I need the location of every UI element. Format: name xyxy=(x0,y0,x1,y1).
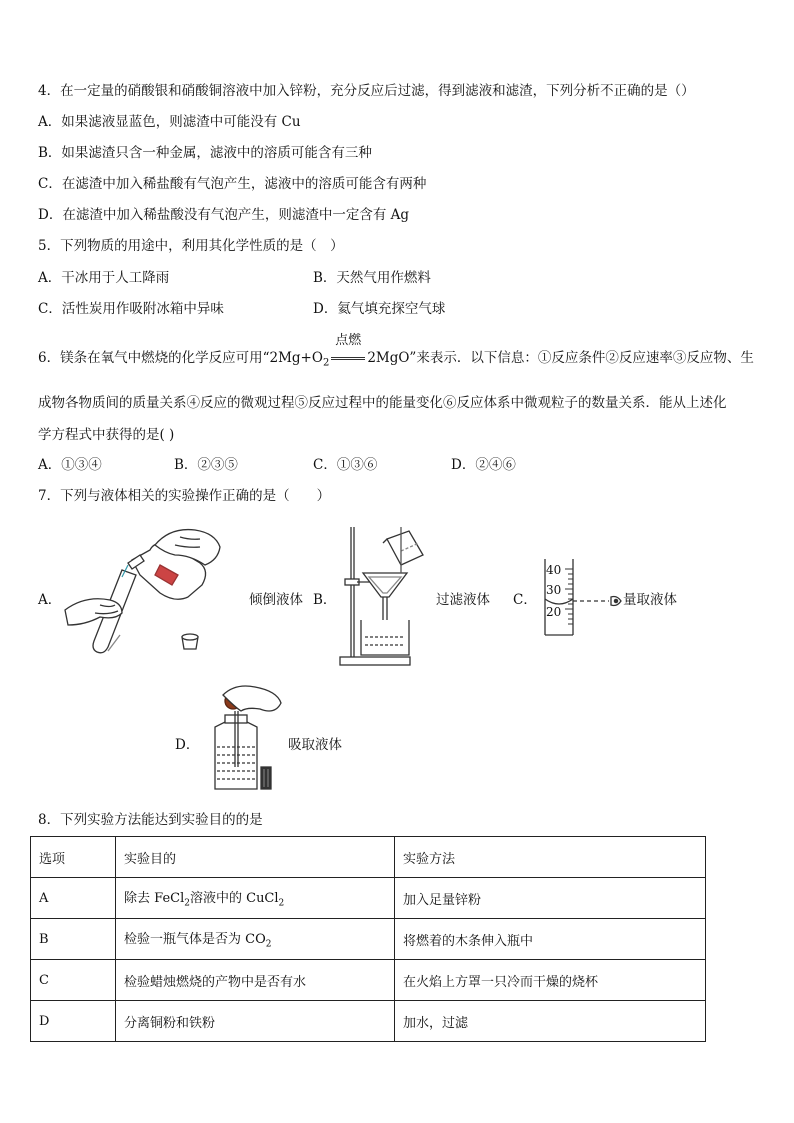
row-option: D xyxy=(31,1001,116,1042)
row-goal: 检验一瓶气体是否为 $CO_2$ xyxy=(116,919,395,960)
q7-option-b-label: 过滤液体 xyxy=(436,592,490,608)
cylinder-tick-40: 40 xyxy=(546,563,562,577)
cylinder-tick-20: 20 xyxy=(546,605,562,619)
q7-option-c-label: 量取液体 xyxy=(623,592,677,608)
q4-option-b: B．如果滤渣只含一种金属，滤液中的溶质可能含有三种 xyxy=(38,145,372,161)
q6-subscript: 2 xyxy=(322,357,330,369)
table-row xyxy=(31,919,706,960)
q6-stem-line2: 成物各物质间的质量关系④反应的微观过程⑤反应过程中的能量变化⑥反应体系中微观粒子的数量关系．能从上述化 xyxy=(38,395,727,411)
pouring-liquid-illustration xyxy=(60,525,230,665)
q7-option-a-letter: A． xyxy=(38,592,62,608)
q6-stem-post: 2MgO”来表示．以下信息：①反应条件②反应速率③反应物、生 xyxy=(367,350,754,366)
q4-option-c: C．在滤渣中加入稀盐酸有气泡产生，滤液中的溶质可能含有两种 xyxy=(38,176,427,192)
q4-option-a: A．如果滤液显蓝色，则滤渣中可能没有 Cu xyxy=(38,114,301,130)
reaction-condition: 点燃 xyxy=(335,333,362,348)
row-option: C xyxy=(31,960,116,1001)
dropper-bottle-illustration xyxy=(205,685,285,793)
q6-stem-line3: 学方程式中获得的是( ) xyxy=(38,427,175,443)
q5-option-b: B．天然气用作燃料 xyxy=(313,270,431,286)
q7-stem: 7．下列与液体相关的实验操作正确的是（ ） xyxy=(38,488,331,504)
q8-stem: 8．下列实验方法能达到实验目的的是 xyxy=(38,812,263,828)
header-method: 实验方法 xyxy=(395,837,706,878)
row-method: 将燃着的木条伸入瓶中 xyxy=(395,919,706,960)
row-method: 加入足量锌粉 xyxy=(395,878,706,919)
header-option: 选项 xyxy=(31,837,116,878)
q7-option-b-letter: B． xyxy=(313,592,337,608)
q7-option-d-letter: D． xyxy=(175,737,200,753)
q7-option-a-label: 倾倒液体 xyxy=(249,592,303,608)
q7-option-d-label: 吸取液体 xyxy=(288,737,342,753)
q4-option-d: D．在滤渣中加入稀盐酸没有气泡产生，则滤渣中一定含有 Ag xyxy=(38,207,410,223)
q4-stem: 4．在一定量的硝酸银和硝酸铜溶液中加入锌粉，充分反应后过滤，得到滤液和滤渣，下列分析不正确的是（） xyxy=(38,83,695,99)
q5-option-c: C．活性炭用作吸附冰箱中异味 xyxy=(38,301,224,317)
filtration-illustration xyxy=(335,525,435,667)
row-goal: 分离铜粉和铁粉 xyxy=(116,1001,395,1042)
q7-option-c-letter: C． xyxy=(513,592,537,608)
row-goal: 除去 FeCl$_2$溶液中的 CuCl$_2$ xyxy=(116,878,395,919)
cylinder-tick-30: 30 xyxy=(546,583,562,597)
q6-option-a: A．①③④ xyxy=(38,457,102,473)
table-row xyxy=(31,878,706,919)
q5-option-a: A．干冰用于人工降雨 xyxy=(38,270,170,286)
row-method: 在火焰上方罩一只冷而干燥的烧杯 xyxy=(395,960,706,1001)
q6-option-b: B．②③⑤ xyxy=(174,457,238,473)
row-option: A xyxy=(31,878,116,919)
q6-option-d: D．②④⑥ xyxy=(451,457,516,473)
table-row xyxy=(31,960,706,1001)
header-goal: 实验目的 xyxy=(116,837,395,878)
q6-stem-pre: 6．镁条在氧气中燃烧的化学反应可用“2Mg+O xyxy=(38,350,323,366)
q5-option-d: D．氦气填充探空气球 xyxy=(313,301,446,317)
reaction-arrow xyxy=(329,333,367,367)
q6-stem-line1 xyxy=(38,333,754,373)
q8-table xyxy=(30,836,706,1042)
row-goal: 检验蜡烛燃烧的产物中是否有水 xyxy=(116,960,395,1001)
table-header-row xyxy=(31,837,706,878)
q6-option-c: C．①③⑥ xyxy=(313,457,378,473)
table-row xyxy=(31,1001,706,1042)
row-method: 加水，过滤 xyxy=(395,1001,706,1042)
row-option: B xyxy=(31,919,116,960)
q5-stem: 5．下列物质的用途中，利用其化学性质的是（ ） xyxy=(38,238,344,254)
